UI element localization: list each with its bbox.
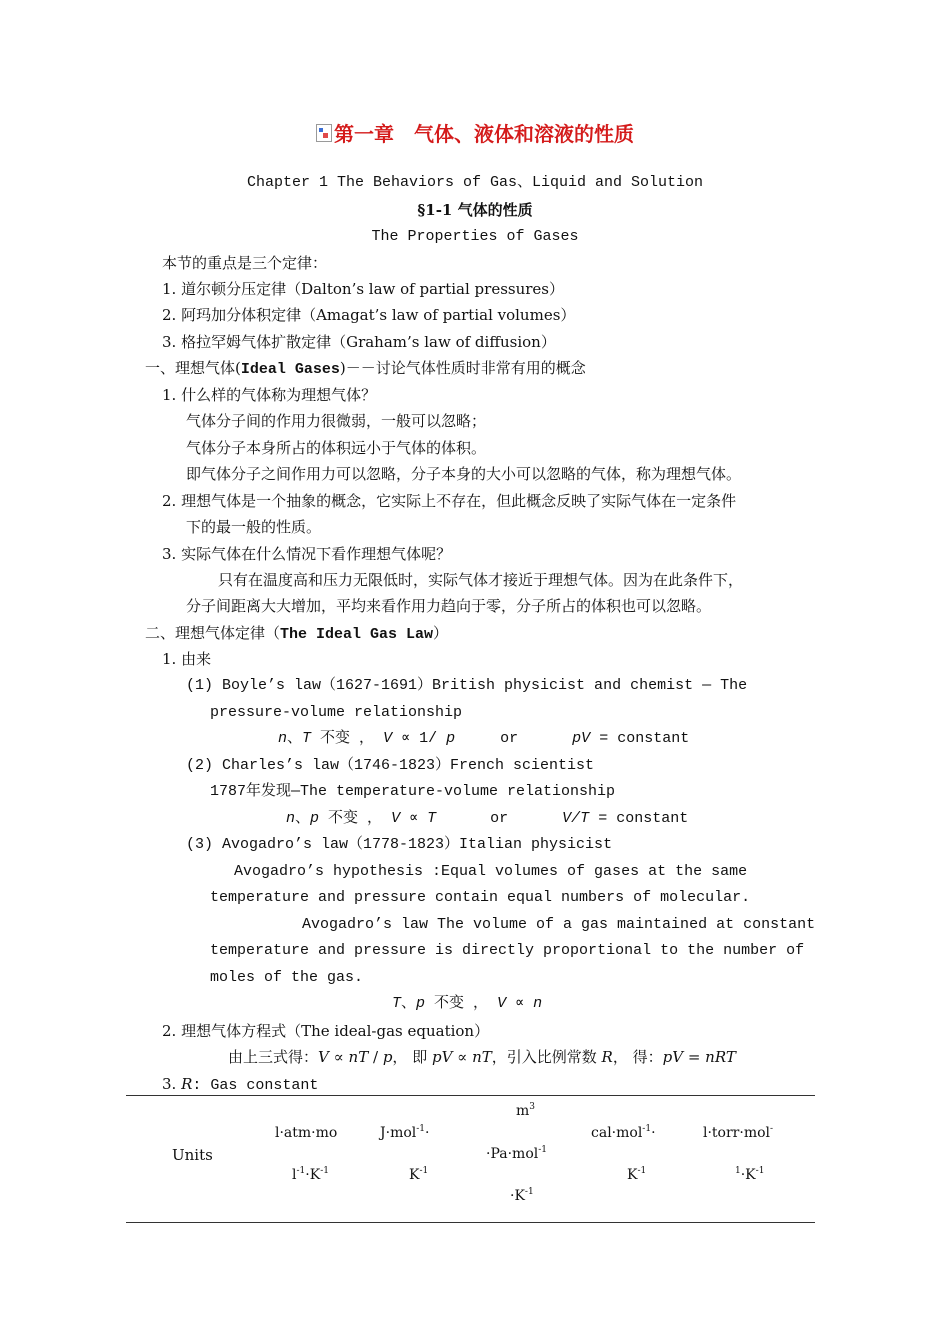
- origin-heading: 1. 由来: [162, 650, 212, 668]
- avogadro-law-text: temperature and pressure is directly proportional to the number of: [210, 942, 805, 959]
- boyle-formula: n、T 不变 ， V ∝ 1/ p or pV = constant: [278, 730, 690, 747]
- law-item: 2. 阿玛加分体积定律（Amagat’s law of partial volumes）: [162, 306, 576, 324]
- section-heading: §1-1 气体的性质: [417, 201, 533, 219]
- law-item: 1. 道尔顿分压定律（Dalton’s law of partial pressures）: [162, 280, 564, 298]
- boyle-law-line: pressure-volume relationship: [210, 704, 463, 721]
- ideal-gas-equation-derivation: 由上三式得：V ∝ nT / p， 即 pV ∝ nT，引入比例常数 R， 得：pV = nRT: [228, 1048, 736, 1066]
- question-2: 2. 理想气体是一个抽象的概念，它实际上不存在，但此概念反映了实际气体在一定条件: [162, 492, 737, 510]
- table-top-rule: [126, 1095, 815, 1096]
- question-1: 1. 什么样的气体称为理想气体？: [162, 386, 377, 404]
- units-label: Units: [172, 1146, 213, 1164]
- question-3: 3. 实际气体在什么情况下看作理想气体呢？: [162, 545, 452, 563]
- unit-cell-joule: J·mol$^{-1}$·: [380, 1124, 430, 1141]
- unit-cell-cal: $K^{-1}$: [627, 1166, 647, 1183]
- charles-formula: n、p 不变 ， V ∝ T or V/T = constant: [286, 810, 689, 827]
- ideal-gas-equation-heading: 2. 理想气体方程式（The ideal-gas equation）: [162, 1022, 490, 1040]
- table-bottom-rule: [126, 1222, 815, 1223]
- paragraph-line: 下的最一般的性质。: [186, 518, 322, 536]
- unit-cell-torr: $^1\cdot K^{-1}$: [735, 1166, 765, 1183]
- unit-cell-cal: cal·mol$^{-1}$·: [591, 1124, 656, 1141]
- avogadro-law-text: moles of the gas.: [210, 969, 364, 986]
- avogadro-law-text: Avogadro’s law The volume of a gas maintained at constant: [302, 916, 816, 933]
- paragraph-line: 分子间距离大大增加，平均来看作用力趋向于零，分子所占的体积也可以忽略。: [186, 597, 712, 615]
- section-heading-en: The Properties of Gases: [371, 228, 579, 245]
- paragraph-line: 即气体分子之间作用力可以忽略，分子本身的大小可以忽略的气体，称为理想气体。: [186, 465, 742, 483]
- law-item: 3. 格拉罕姆气体扩散定律（Graham’s law of diffusion）: [162, 333, 556, 351]
- unit-cell-m3pa: ·Pa·mol$^{-1}$: [486, 1145, 548, 1162]
- gas-constant-heading: 3. R: Gas constant: [162, 1075, 319, 1094]
- paragraph-line: 气体分子间的作用力很微弱，一般可以忽略；: [186, 412, 487, 430]
- unit-cell-m3pa: $\cdot K^{-1}$: [510, 1187, 534, 1204]
- charles-law-line: (2) Charles’s law（1746-1823）French scientist: [186, 757, 595, 774]
- heading-ideal-gases: 一、理想气体(Ideal Gases)－－讨论气体性质时非常有用的概念: [145, 359, 586, 378]
- charles-law-line: 1787年发现—The temperature-volume relationship: [210, 783, 616, 800]
- chapter-title: [0, 121, 950, 147]
- avogadro-law-line: (3) Avogadro’s law（1778-1823）Italian physicist: [186, 836, 613, 853]
- avogadro-hypothesis: Avogadro’s hypothesis :Equal volumes of gases at the same: [234, 863, 748, 880]
- boyle-law-line: (1) Boyle’s law（1627-1691）British physicist and chemist — The: [186, 677, 748, 694]
- avogadro-formula: T、p 不变 ， V ∝ n: [392, 995, 543, 1012]
- paragraph-line: 气体分子本身所占的体积远小于气体的体积。: [186, 439, 487, 457]
- heading-ideal-gas-law: 二、理想气体定律（The Ideal Gas Law）: [145, 624, 449, 643]
- unit-cell-latm: $l^{-1}\cdot K^{-1}$: [292, 1166, 329, 1183]
- unit-cell-joule: $K^{-1}$: [409, 1166, 429, 1183]
- unit-cell-m3pa: $m^3$: [516, 1102, 536, 1119]
- intro-text: 本节的重点是三个定律：: [162, 254, 328, 272]
- paragraph-line: 只有在温度高和压力无限低时，实际气体才接近于理想气体。因为在此条件下，: [218, 571, 744, 589]
- broken-image-icon: [316, 124, 332, 142]
- unit-cell-latm: l·atm·mo: [275, 1125, 338, 1141]
- unit-cell-torr: l·torr·mol-: [703, 1124, 774, 1141]
- chapter-subtitle-en: Chapter 1 The Behaviors of Gas、Liquid and Solution: [246, 174, 704, 191]
- chapter-title-text: 第一章 气体、液体和溶液的性质: [334, 122, 634, 146]
- avogadro-hypothesis: temperature and pressure contain equal numbers of molecular.: [210, 889, 751, 906]
